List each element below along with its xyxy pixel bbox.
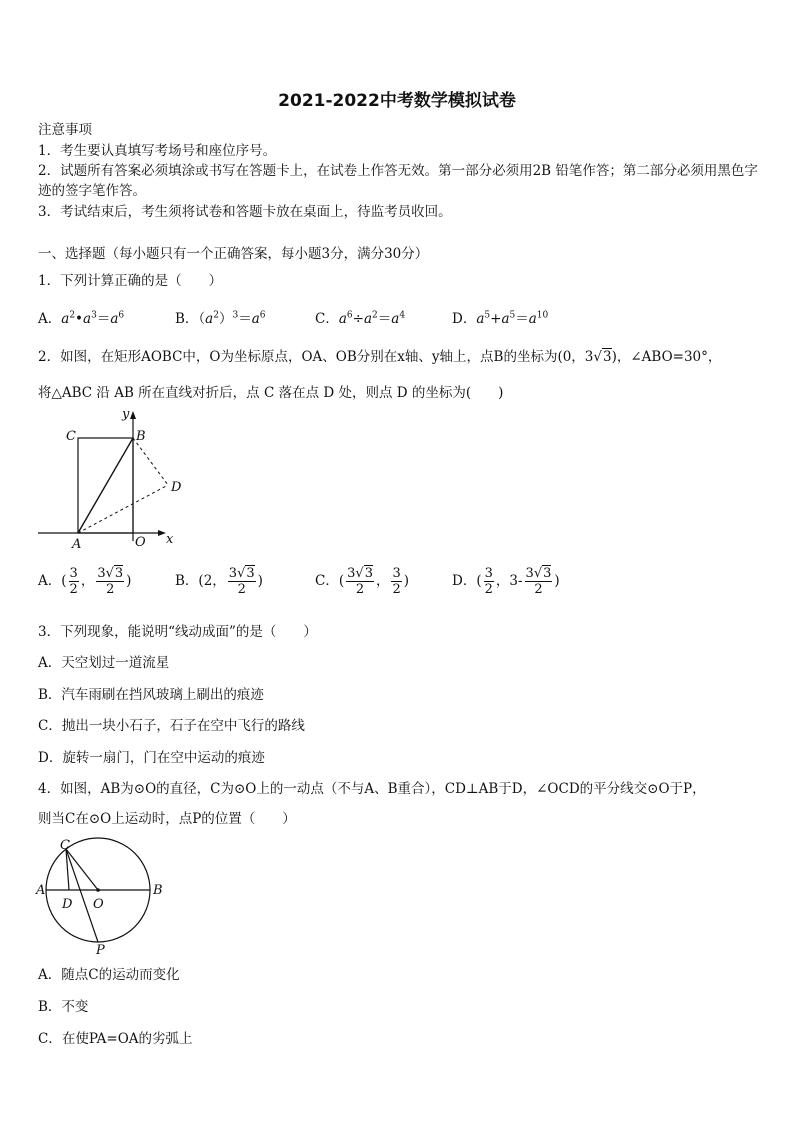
q3-option-d: D．旋转一扇门，门在空中运动的痕迹 xyxy=(38,750,265,766)
label-b: B xyxy=(153,883,163,898)
q2-stem-line1: 2．如图，在矩形AOBC中，O为坐标原点，OA、OB分别在x轴、y轴上，点B的坐标为(0，3√3)，∠ABO=30°， xyxy=(38,349,722,365)
segment-bd xyxy=(133,438,168,485)
q4-stem-line1: 4．如图，AB为⊙O的直径，C为⊙O上的一动点（不与A、B重合），CD⊥AB于D，∠OCD的平分线交⊙O于P， xyxy=(38,781,706,797)
q4-option-a: A．随点C的运动而变化 xyxy=(38,967,180,983)
label-a: A xyxy=(72,537,82,552)
q3-stem: 3．下列现象，能说明“线动成面”的是（ ） xyxy=(38,624,317,640)
label-o: O xyxy=(135,535,146,550)
q2-figure xyxy=(34,405,194,555)
q3-option-a: A．天空划过一道流星 xyxy=(38,655,170,671)
q4-option-c: C．在使PA=OA的劣弧上 xyxy=(38,1031,193,1047)
q1-option-c: C．$a^6\div a^2=a^4$ xyxy=(315,310,406,327)
q2-option-b: B．(2， $\frac{3√3}{2}$ ) xyxy=(175,566,263,597)
label-d: D xyxy=(62,897,73,912)
notice-item-1: 1．考生要认真填写考场号和座位序号。 xyxy=(38,143,277,159)
q2-option-d: D．( $\frac{3}{2}$ ，3- $\frac{3√3}{2}$ ) xyxy=(452,566,560,597)
q2-option-a: A．( $\frac{3}{2}$ ， $\frac{3√3}{2}$ ) xyxy=(38,566,132,597)
label-y: y xyxy=(122,407,130,422)
segment-co xyxy=(66,849,98,890)
notice-item-2: 2．试题所有答案必须填涂或书写在答题卡上，在试卷上作答无效。第一部分必须用2B 铅笔作答；第二部分必须用黑色字迹的签字笔作答。 xyxy=(38,163,758,199)
notice-heading: 注意事项 xyxy=(38,122,92,138)
label-b: B xyxy=(136,429,146,444)
label-a: A xyxy=(36,883,46,898)
label-o: O xyxy=(93,897,104,912)
q1-option-d: D．$a^5+a^5=a^{10}$ xyxy=(452,310,549,327)
section-heading: 一、选择题（每小题只有一个正确答案，每小题3分，满分30分） xyxy=(38,246,429,262)
label-p: P xyxy=(96,943,105,956)
label-x: x xyxy=(166,532,174,547)
q3-option-c: C．抛出一块小石子，石子在空中飞行的路线 xyxy=(38,718,305,734)
q3-option-b: B．汽车雨刷在挡风玻璃上刷出的痕迹 xyxy=(38,687,264,703)
q2-option-c: C．( $\frac{3√3}{2}$ ， $\frac{3}{2}$ ) xyxy=(315,566,410,597)
label-c: C xyxy=(66,429,76,444)
center-point xyxy=(96,888,100,892)
y-axis-arrow xyxy=(130,411,136,419)
label-c: C xyxy=(60,838,70,853)
notice-item-3: 3．考试结束后，考生须将试卷和答题卡放在桌面上，待监考员收回。 xyxy=(38,204,452,220)
q1-option-b: B．$(a^2)^3=a^6$ xyxy=(175,310,266,327)
x-axis-arrow xyxy=(158,530,166,536)
label-d: D xyxy=(171,480,182,495)
q1-stem: 1．下列计算正确的是（ ） xyxy=(38,273,223,289)
q4-figure xyxy=(34,836,164,956)
q4-option-b: B．不变 xyxy=(38,999,89,1015)
q1-option-a: A．$a^2•a^3=a^6$ xyxy=(38,310,125,327)
segment-cp xyxy=(66,849,98,942)
q4-stem-line2: 则当C在⊙O上运动时，点P的位置（ ） xyxy=(38,811,296,827)
q2-stem-line2: 将△ABC 沿 AB 所在直线对折后，点 C 落在点 D 处，则点 D 的坐标为( ) xyxy=(38,385,504,401)
page-title: 2021-2022中考数学模拟试卷 xyxy=(278,91,516,111)
